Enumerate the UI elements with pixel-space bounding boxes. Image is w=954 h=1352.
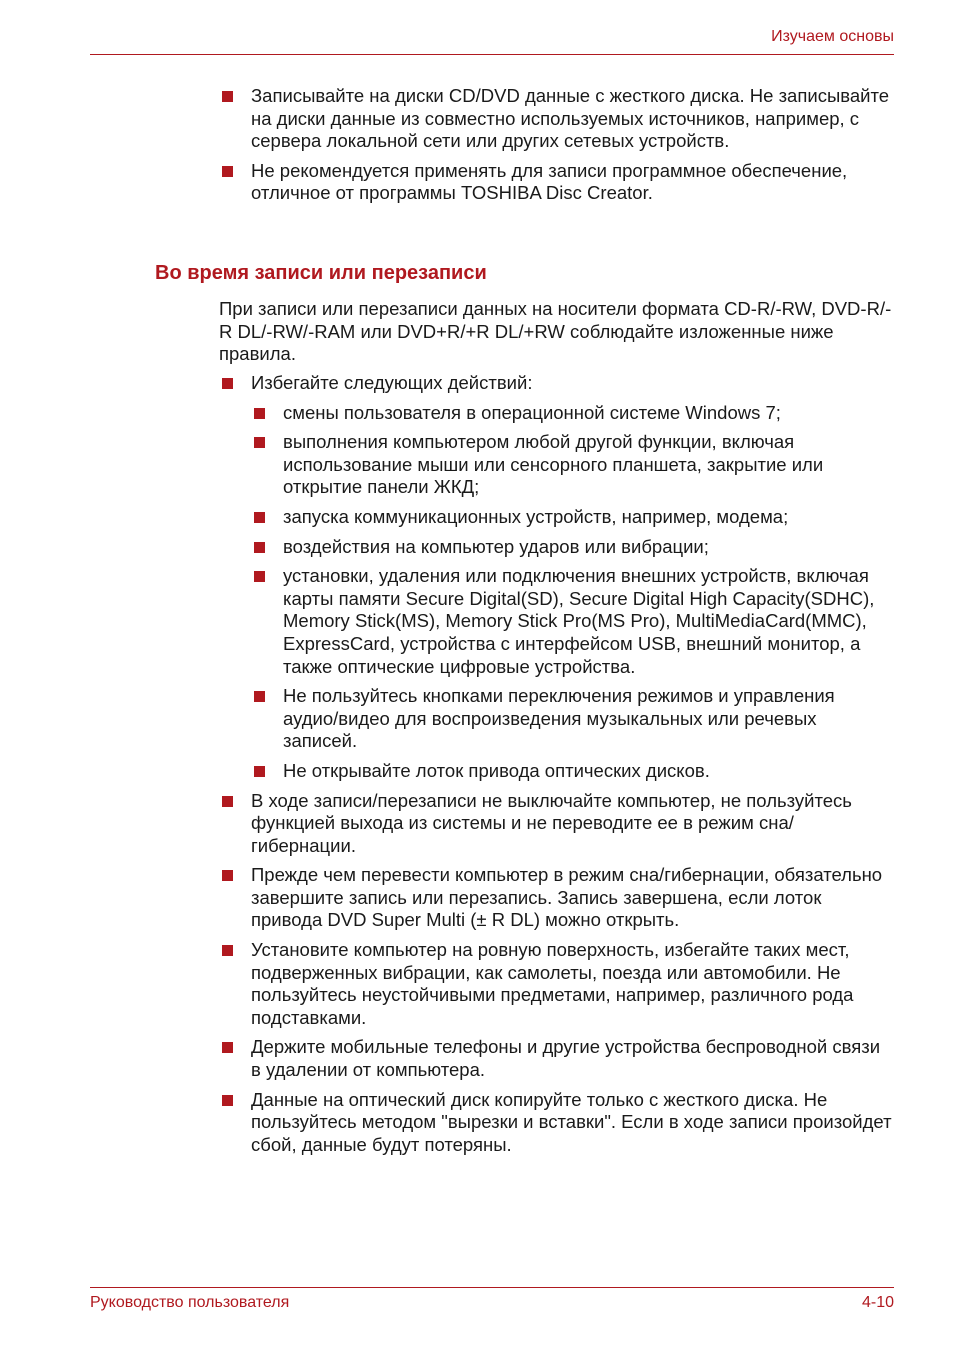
list-item — [0, 85, 954, 153]
list-item-text: Не рекомендуется применять для записи программное обеспечение, отличное от программы TOSHIBA Disc Creator. — [251, 159, 848, 204]
square-bullet-icon — [254, 571, 265, 582]
square-bullet-icon — [254, 512, 265, 523]
list-item-text: Не пользуйтесь кнопками переключения режимов и управления аудио/видео для воспроизведения музыкальных или речевых записей. — [283, 685, 835, 752]
square-bullet-icon — [254, 437, 265, 448]
footer-rule — [90, 1287, 894, 1288]
page-number: 4-10 — [861, 1294, 894, 1311]
list-item — [0, 536, 954, 559]
square-bullet-icon — [254, 691, 265, 702]
page-header-title: Изучаем основы — [771, 28, 894, 45]
list-item — [0, 864, 954, 932]
list-item-text: выполнения компьютером любой другой функции, включая использование мыши или сенсорного планшета, закрытие или открытие панели ЖКД; — [283, 431, 824, 498]
square-bullet-icon — [222, 166, 233, 177]
list-item — [0, 431, 954, 499]
square-bullet-icon — [254, 408, 265, 419]
list-item-text: Держите мобильные телефоны и другие устройства беспроводной связи в удалении от компьютера. — [251, 1036, 881, 1081]
list-item — [0, 1089, 954, 1157]
square-bullet-icon — [222, 1042, 233, 1053]
list-item-text: Не открывайте лоток привода оптических дисков. — [283, 759, 710, 781]
top-bullet-list — [0, 85, 954, 212]
list-item — [0, 506, 954, 529]
footer-manual-title: Руководство пользователя — [90, 1294, 290, 1311]
list-item — [0, 760, 954, 783]
list-item-text: воздействия на компьютер ударов или вибрации; — [283, 535, 709, 557]
list-item — [0, 565, 954, 678]
list-item — [0, 160, 954, 205]
list-item-text: смены пользователя в операционной системе Windows 7; — [283, 401, 781, 423]
square-bullet-icon — [222, 870, 233, 881]
list-item-text: Данные на оптический диск копируйте только с жесткого диска. Не пользуйтесь методом "вырезки и вставки". Если в ходе записи произойдет сбой, данные будут потеряны. — [251, 1088, 892, 1155]
list-item-text: Прежде чем перевести компьютер в режим сна/гибернации, обязательно завершите запись или перезапись. Запись завершена, если лоток привода DVD Super Multi (± R DL) можно открыть. — [251, 864, 883, 931]
square-bullet-icon — [254, 542, 265, 553]
square-bullet-icon — [254, 766, 265, 777]
list-item-text: запуска коммуникационных устройств, например, модема; — [283, 505, 789, 527]
square-bullet-icon — [222, 378, 233, 389]
square-bullet-icon — [222, 796, 233, 807]
list-item-text: Установите компьютер на ровную поверхность, избегайте таких мест, подверженных вибрации, как самолеты, поезда или автомобили. Не пользуйтесь неустойчивыми предметами, например, различного рода подставками. — [251, 939, 854, 1028]
header-rule — [90, 54, 894, 55]
list-item-text: В ходе записи/перезаписи не выключайте компьютер, не пользуйтесь функцией выхода из системы и не переводите ее в режим сна/гибернации. — [251, 789, 852, 856]
section-heading: Во время записи или перезаписи — [155, 262, 487, 284]
list-item-text: Записывайте на диски CD/DVD данные с жесткого диска. Не записывайте на диски данные из совместно используемых источников, например, с сервера локальной сети или других сетевых устройств. — [251, 85, 890, 152]
avoid-sublist — [0, 402, 954, 783]
square-bullet-icon — [222, 91, 233, 102]
list-item — [0, 402, 954, 425]
list-item — [0, 1036, 954, 1081]
list-item-text: установки, удаления или подключения внешних устройств, включая карты памяти Secure Digital(SD), Secure Digital High Capacity(SDHC), Memory Stick(MS), Memory Stick Pro(MS Pro), MultiMediaCard(MMC), ExpressCard, устройства с интерфейсом USB, внешний монитор, а также оптические цифровые устройства. — [283, 565, 875, 677]
square-bullet-icon — [222, 945, 233, 956]
section-intro: При записи или перезаписи данных на носители формата CD-R/-RW, DVD-R/-R DL/-RW/-RAM или DVD+R/+R DL/+RW соблюдайте изложенные ниже правила. — [219, 298, 892, 365]
list-item — [0, 372, 954, 783]
rules-bullet-list — [0, 372, 954, 1163]
list-item — [0, 790, 954, 858]
list-item — [0, 939, 954, 1029]
list-item — [0, 685, 954, 753]
square-bullet-icon — [222, 1095, 233, 1106]
list-item-text: Избегайте следующих действий: — [251, 372, 533, 393]
